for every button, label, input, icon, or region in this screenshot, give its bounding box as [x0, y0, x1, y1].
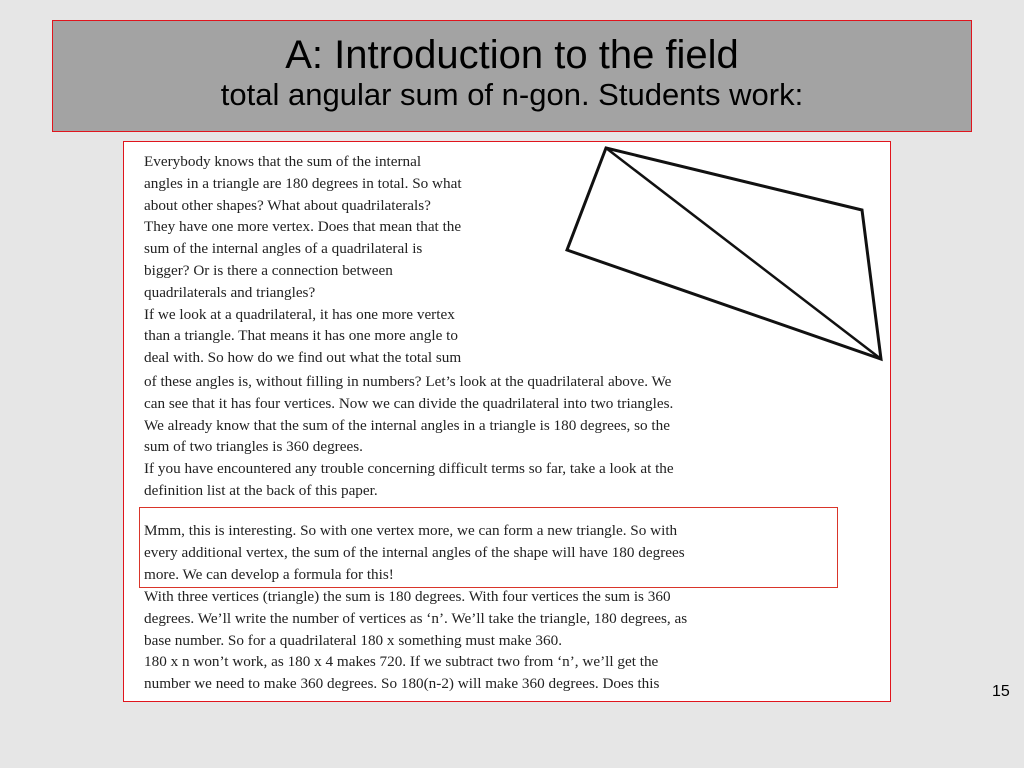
scanned-page: [124, 142, 890, 701]
doc-intro-text: Everybody knows that the sum of the internal angles in a triangle are 180 degrees in total. So what about other shapes? What about quadrilaterals? They have one more vertex. Does that mean that the sum of the internal angles of a quadrilateral is bigger? Or is there a connection between quadrilaterals and triangles? If we look at a quadrilateral, it has one more vertex than a triangle. That means it has one more angle to deal with. So how do we find out what the total sum: [144, 153, 462, 367]
quadrilateral-shape: [567, 148, 881, 359]
slide-title: A: Introduction to the field: [285, 33, 739, 77]
quadrilateral-diagram: [554, 142, 890, 374]
quadrilateral-diagonal: [606, 148, 881, 359]
doc-formula-text: With three vertices (triangle) the sum is 180 degrees. With four vertices the sum is 360 degrees. We’ll write the number of vertices as ‘n’. We’ll take the triangle, 180 degrees, as base number. So for a quadrilateral 180 x something must make 360. 180 x n won’t work, as 180 x 4 makes 720. If we subtract two from ‘n’, we’ll get the number we need to make 360 degrees. So 180(n-2) will make 360 degrees. Does this: [144, 588, 688, 693]
doc-highlighted-text: Mmm, this is interesting. So with one vertex more, we can form a new triangle. So with every additional vertex, the sum of the internal angles of the shape will have 180 degrees more. We can develop a formula for this!: [144, 522, 685, 583]
doc-explanation-text: of these angles is, without filling in numbers? Let’s look at the quadrilateral above. We can see that it has four vertices. Now we can divide the quadrilateral into two triangles. We already know that the sum of the internal angles in a triangle is 180 degrees, so the sum of two triangles is 360 degrees. If you have encountered any trouble concerning difficult terms so far, take a look at the definition list at the back of this paper.: [144, 373, 674, 499]
slide-subtitle: total angular sum of n-gon. Students work:: [220, 77, 804, 112]
slide-title-box: [52, 20, 972, 132]
slide-number: 15: [992, 683, 1010, 700]
scanned-document: [123, 141, 891, 702]
